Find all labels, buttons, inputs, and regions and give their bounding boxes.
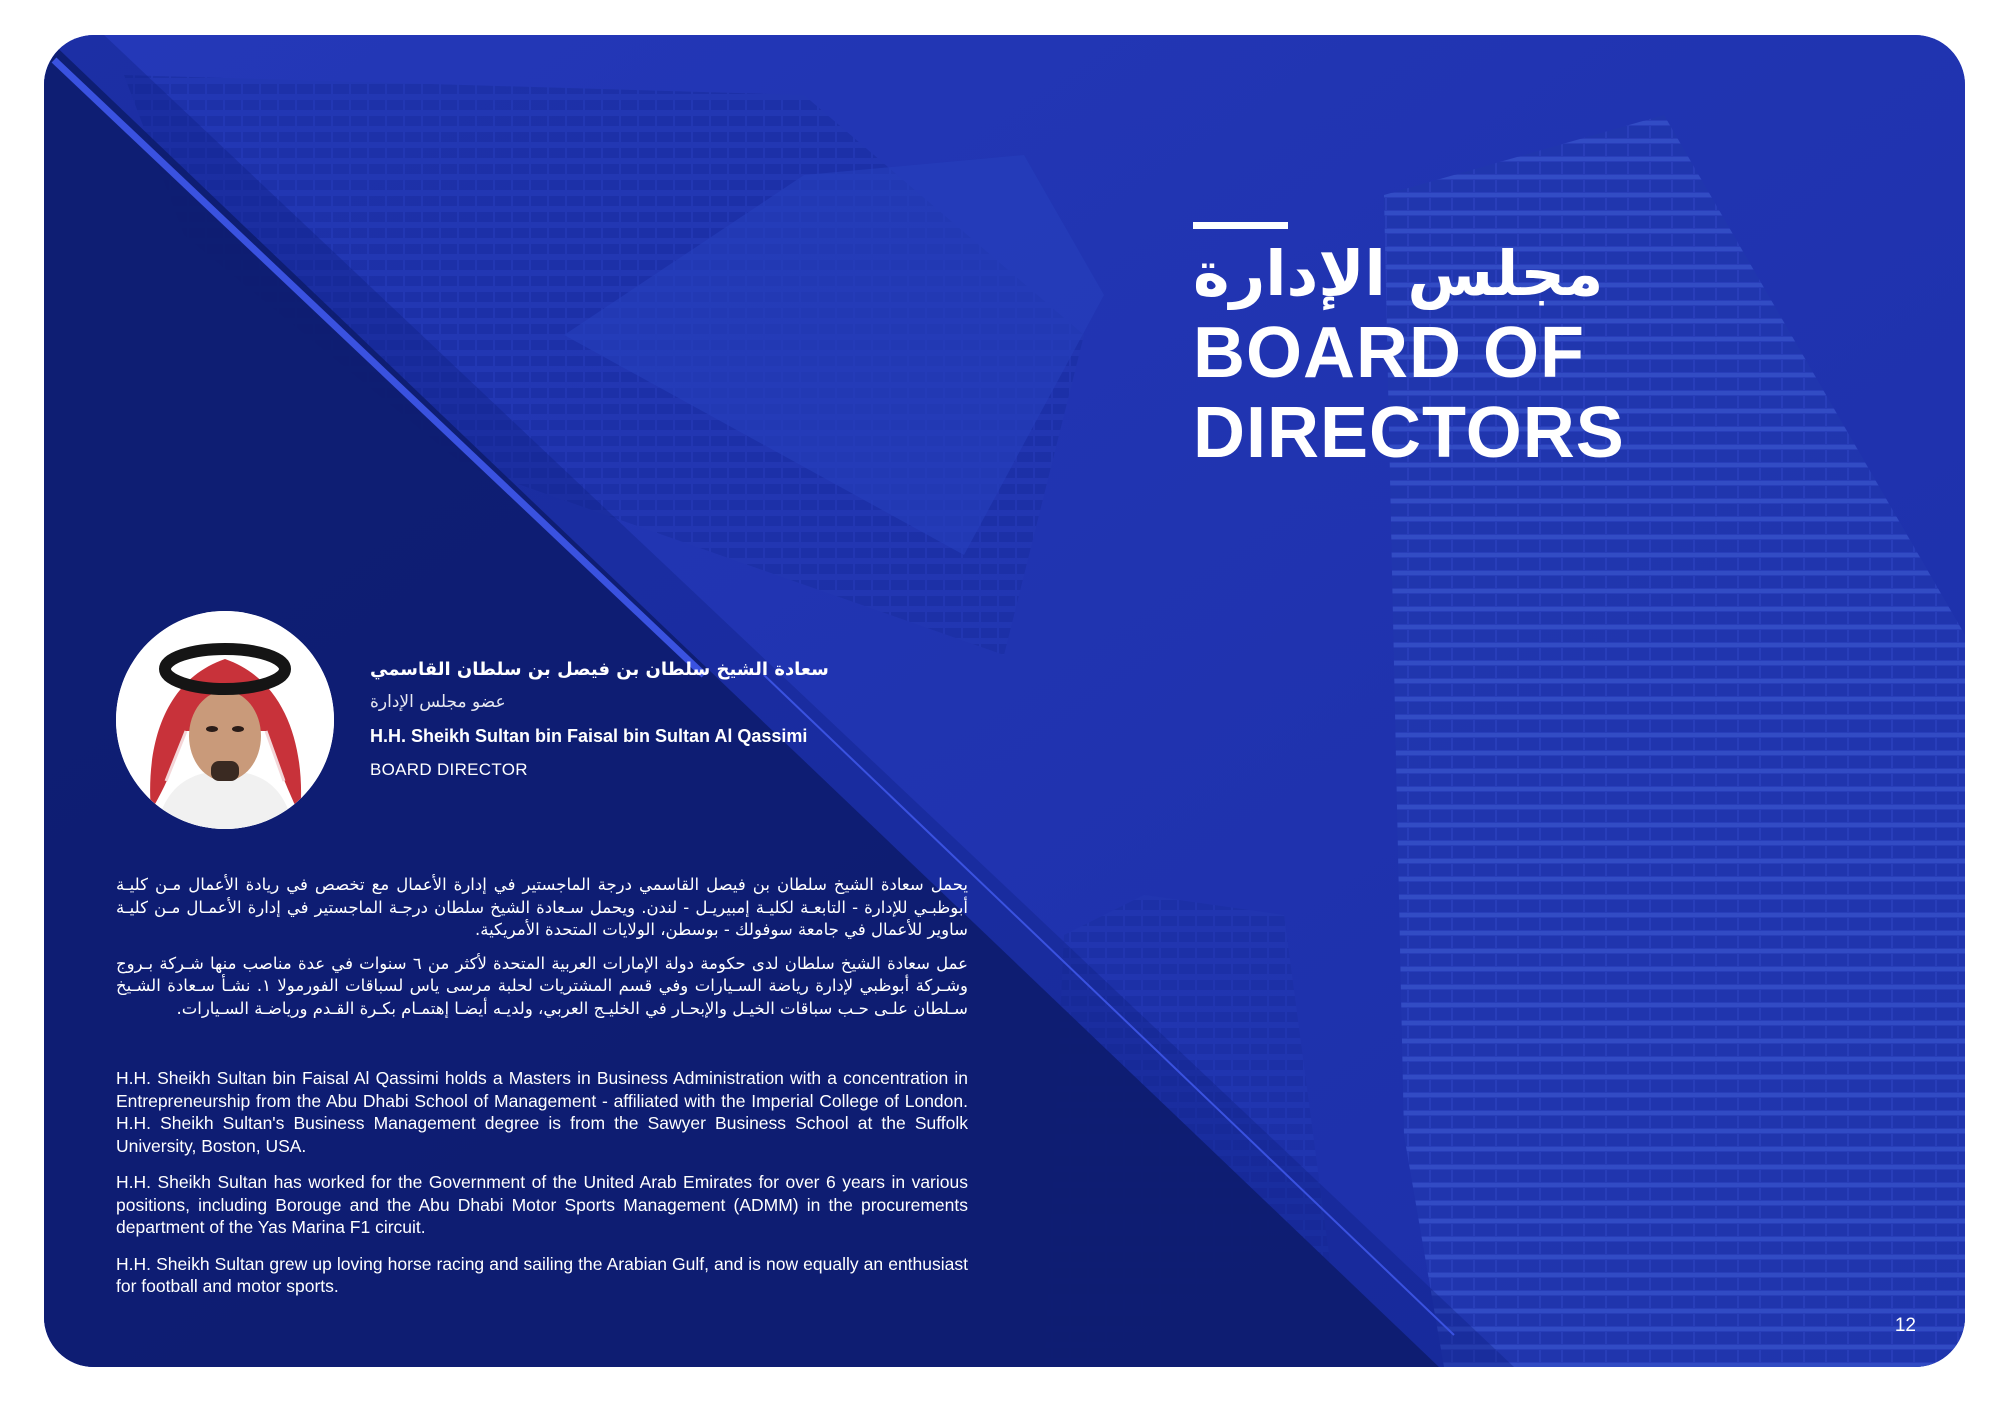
title-accent-bar [1193,222,1288,229]
bio-english [116,1067,968,1312]
director-info [370,655,829,787]
section-title-english-line2: DIRECTORS [1193,393,1625,473]
bio-arabic-paragraph: يحمل سعادة الشيخ سلطان بن فيصل القاسمي درجة الماجستير في إدارة الأعمال مع تخصص في ريادة الأعمال مـن كليـة أبوظبـي للإدارة - التابعـة لكليـة إمبيريـل - لندن. ويحمل سـعادة الشيخ سلطان درجـة الماجستير في إدارة الأعمـال مـن كليـة ساوير للأعمال في جامعة سوفولك - بوسطن، الولايات المتحدة الأمريكية. [116,875,968,939]
bio-arabic-paragraph: عمل سعادة الشيخ سلطان لدى حكومة دولة الإمارات العربية المتحدة لأكثر من ٦ سنوات في عدة مناصب منها شـركة بـروج وشـركة أبوظبي لإدارة رياضة السـيارات وفي قسم المشتريات لحلبة مرسى ياس لسباقات الفورمولا ١. نشـأ سـعادة الشـيخ سـلطان علـى حـب سباقات الخيـل والإبحـار في الخليـج العربي، ولديـه أيضـا إهتمـام بكـرة القـدم ورياضـة السـيارات. [116,953,969,1018]
director-role-english: BOARD DIRECTOR [370,760,528,779]
director-portrait [116,611,334,829]
section-title-arabic: مجلس الإدارة [1193,237,1604,310]
section-title [1193,222,1625,473]
bio-english-paragraph: H.H. Sheikh Sultan has worked for the Government of the United Arab Emirates for over 6 years in various positions, including Borouge and the Abu Dhabi Motor Sports Management (ADMM) in the procurements department of the Yas Marina F1 circuit. [116,1172,968,1237]
director-name-arabic: سعادة الشيخ سلطان بن فيصل بن سلطان القاسمي [370,659,829,680]
director-name-english: H.H. Sheikh Sultan bin Faisal bin Sultan Al Qassimi [370,726,808,746]
director-role-arabic: عضو مجلس الإدارة [370,692,506,712]
bio-arabic [116,874,968,1031]
brochure-page [44,35,1965,1367]
bio-english-paragraph: H.H. Sheikh Sultan grew up loving horse racing and sailing the Arabian Gulf, and is now equally an enthusiast for football and motor sports. [116,1253,968,1296]
bio-english-paragraph: H.H. Sheikh Sultan bin Faisal Al Qassimi holds a Masters in Business Administration with a concentration in Entrepreneurship from the Abu Dhabi School of Management - affiliated with the Imperial College of London. H.H. Sheikh Sultan's Business Management degree is from the Sawyer Business School at the Suffolk University, Boston, USA. [116,1068,968,1156]
page-number: 12 [1894,1315,1916,1336]
section-title-english-line1: BOARD OF [1193,313,1585,393]
